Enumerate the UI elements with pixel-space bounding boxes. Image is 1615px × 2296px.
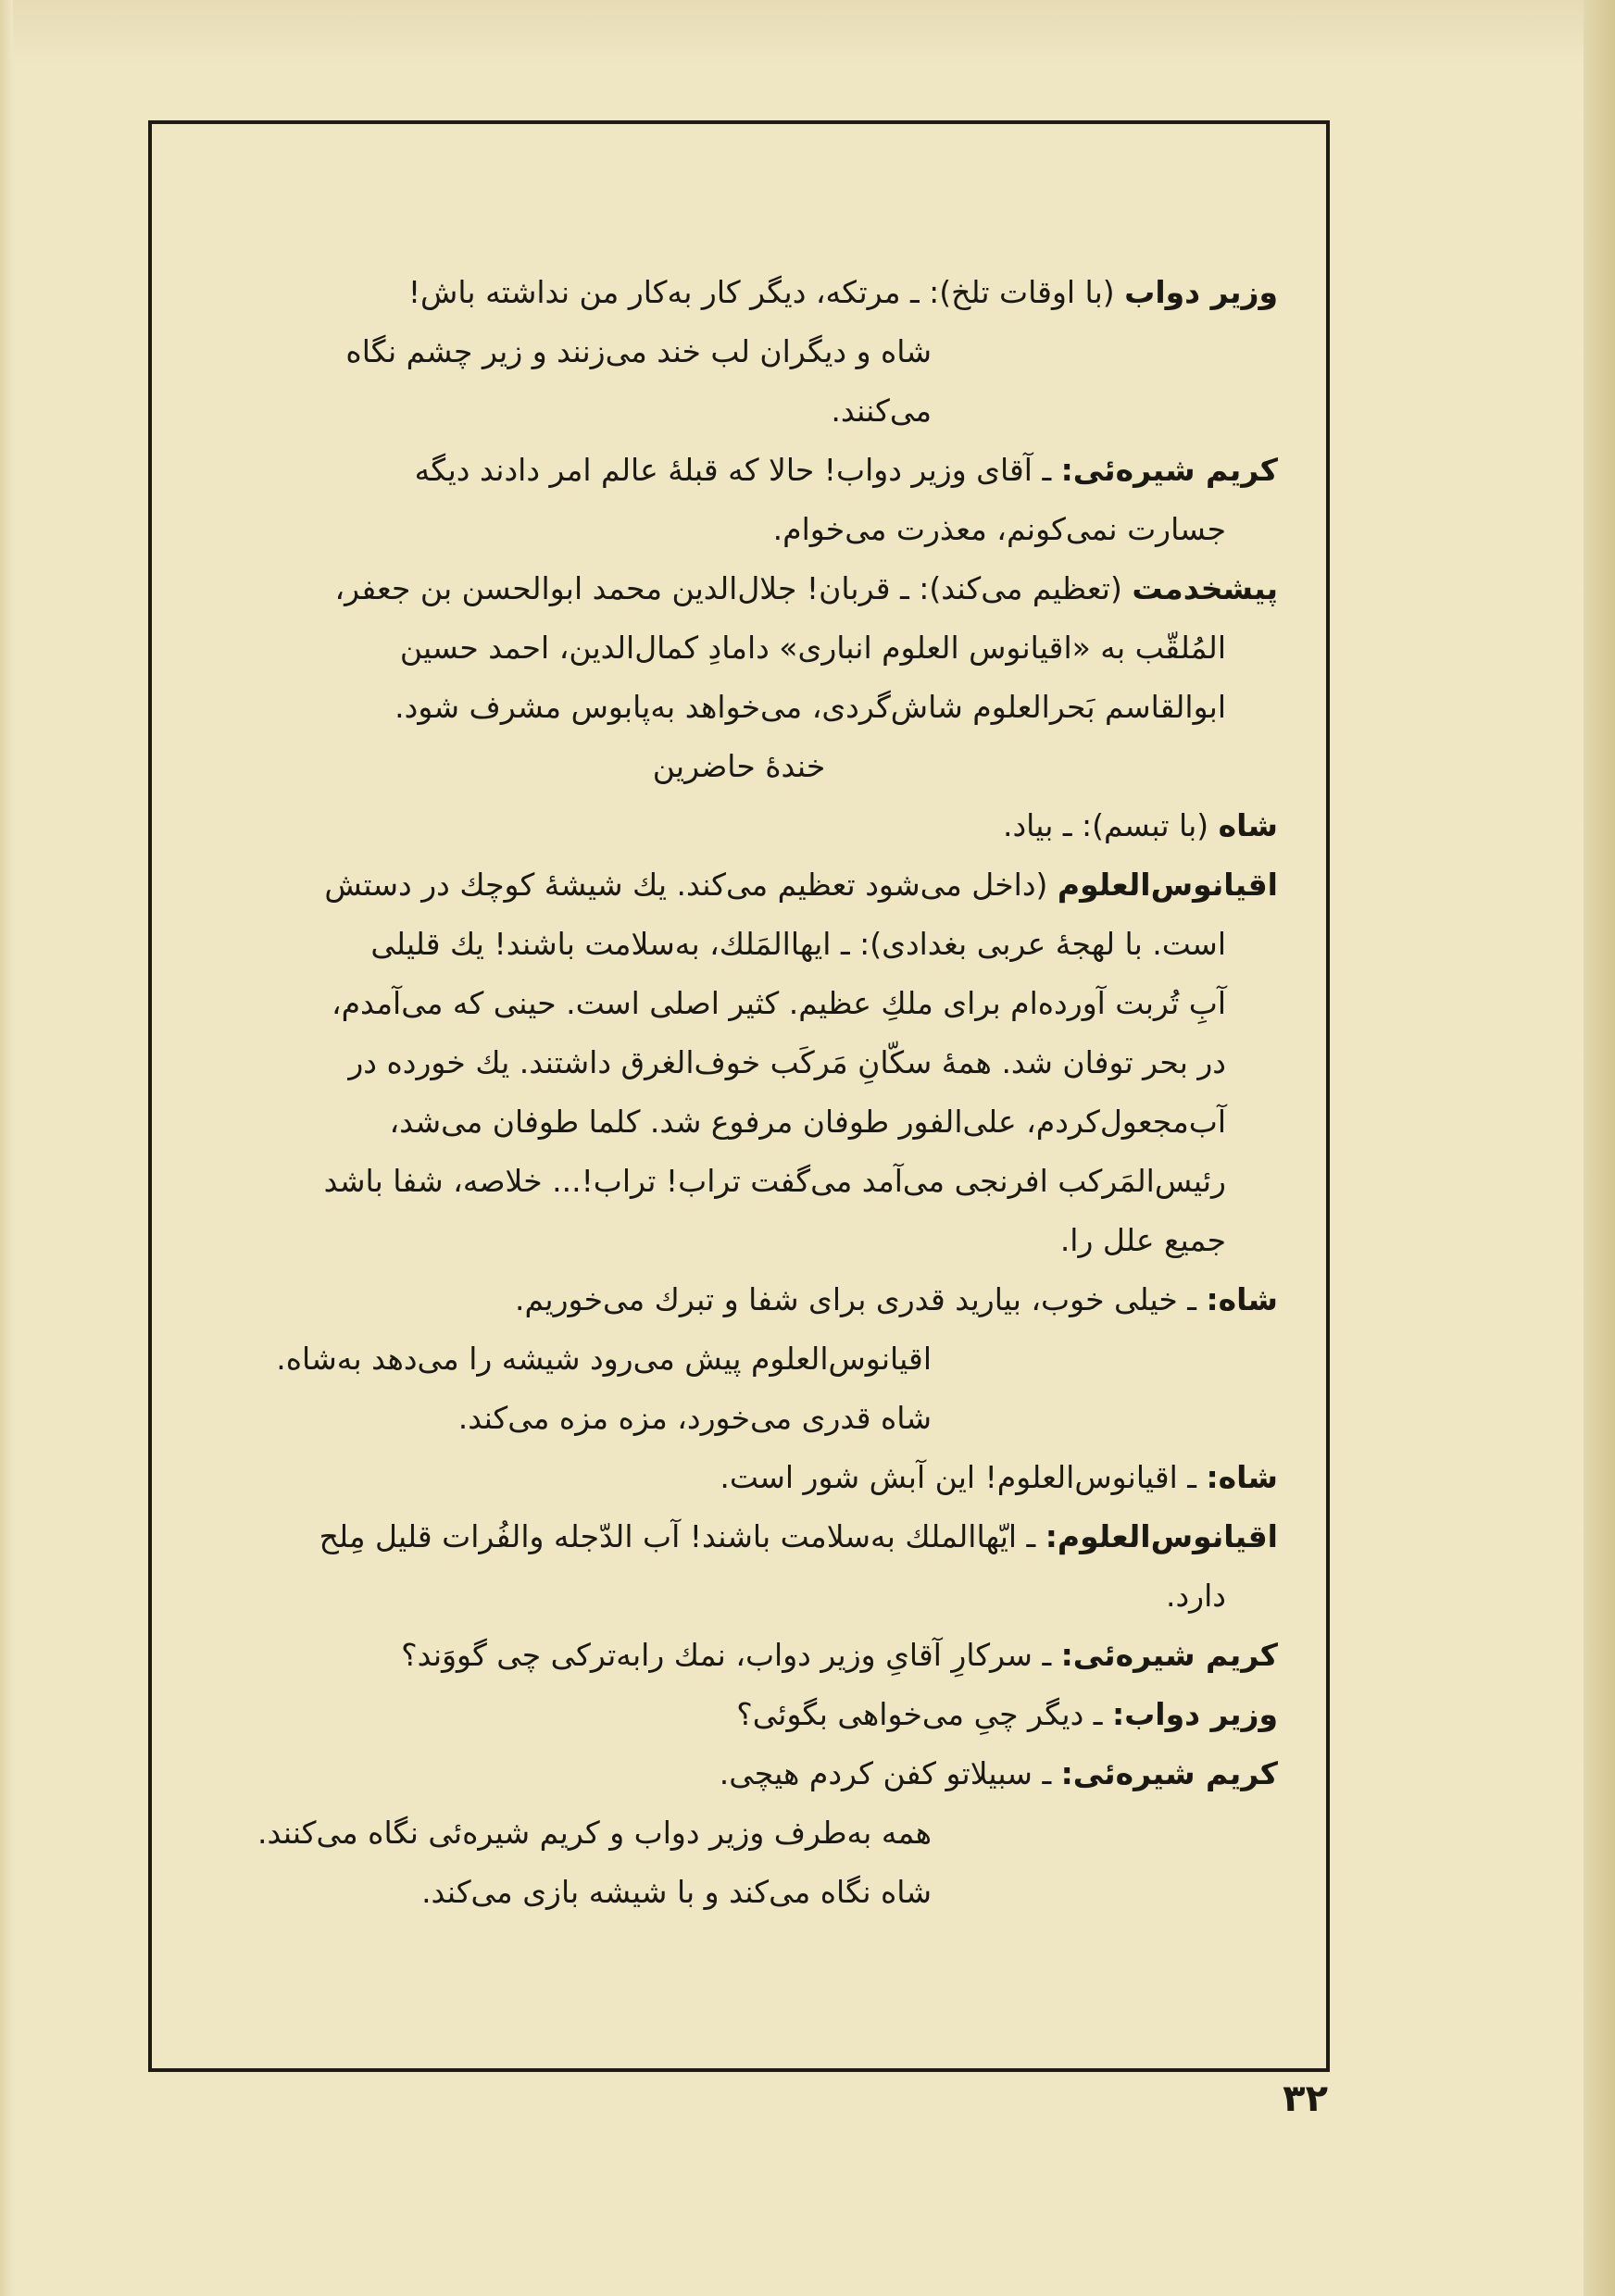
- page-left-edge: [0, 0, 13, 2296]
- stage-direction: شاه نگاه می‌کند و با شیشه بازی می‌کند.: [421, 1874, 932, 1910]
- line-4: [200, 441, 1278, 500]
- dialogue: رئیس‌المَرکب افرنجی می‌آمد می‌گفت تراب‌! تراب!... خلاصه، شفا باشد: [323, 1163, 1226, 1199]
- line-17: [200, 1211, 1278, 1270]
- dialogue: (تعظیم می‌کند): ـ قربان! جلال‌الدین محمد ابوالحسن بن جعفر،: [334, 570, 1133, 606]
- dialogue: ابوالقاسم بَحرالعلوم شاش‌گردی، می‌خواهد به‌پابوس مشرف شود.: [394, 689, 1226, 725]
- line-2: [200, 322, 1278, 381]
- speaker: وزیر دواب: [1124, 274, 1278, 310]
- line-18: [200, 1270, 1278, 1329]
- dialogue: ـ اقیانوس‌العلوم! این آبش شور است.: [720, 1459, 1207, 1495]
- stage-direction: شاه و دیگران لب خند می‌زنند و زیر چشم نگاه: [345, 333, 932, 369]
- play-text: [152, 263, 1326, 2068]
- line-12: [200, 915, 1278, 974]
- page-top-shadow: [0, 0, 1615, 65]
- line-22: [200, 1507, 1278, 1566]
- line-16: [200, 1152, 1278, 1211]
- dialogue: ـ سبیلاتو کفن کردم هیچی.: [719, 1755, 1061, 1791]
- line-28: [200, 1863, 1278, 1922]
- dialogue: ـ آقای وزیر دواب! حالا که قبلهٔ عالم امر دادند دیگه: [414, 452, 1061, 488]
- line-24: [200, 1626, 1278, 1685]
- line-20: [200, 1389, 1278, 1448]
- dialogue: جمیع علل را.: [1059, 1222, 1226, 1258]
- dialogue: آبِ تُربت آورده‌ام برای ملكِ عظیم. کثیر اصلی است. حینی که می‌آمدم،: [331, 985, 1226, 1021]
- page-right-edge: [1584, 0, 1615, 2296]
- stage-direction: شاه قدری می‌خورد، مزه مزه می‌کند.: [457, 1400, 932, 1436]
- line-5: [200, 500, 1278, 559]
- line-14: [200, 1033, 1278, 1092]
- dialogue: (با اوقات تلخ): ـ مرتکه، دیگر کار به‌کار من نداشته باش!: [407, 274, 1125, 310]
- line-11: [200, 855, 1278, 915]
- text-frame: [148, 120, 1330, 2072]
- speaker: شاه:: [1206, 1281, 1278, 1317]
- speaker: کریم شیره‌ئی:: [1060, 1637, 1278, 1673]
- line-13: [200, 974, 1278, 1033]
- speaker: وزیر دواب:: [1111, 1696, 1278, 1732]
- dialogue: ـ دیگر چیِ می‌خواهی بگوئی؟: [736, 1696, 1112, 1732]
- dialogue: دارد.: [1166, 1578, 1226, 1614]
- line-21: [200, 1448, 1278, 1507]
- line-15: [200, 1092, 1278, 1152]
- speaker: شاه: [1218, 807, 1278, 843]
- stage-direction: اقیانوس‌العلوم پیش می‌رود شیشه را می‌دهد به‌شاه.: [276, 1341, 932, 1377]
- dialogue: المُلقّب به «اقیانوس العلوم انباری» دامادِ کمال‌الدین، احمد حسین: [399, 630, 1226, 666]
- line-3: [200, 381, 1278, 441]
- dialogue: ـ سرکارِ آقایِ وزیر دواب، نمك رابه‌ترکی چی گووَند؟: [401, 1637, 1061, 1673]
- line-10: [200, 796, 1278, 855]
- line-7: [200, 618, 1278, 678]
- dialogue: است. با لهجهٔ عربی بغدادی): ـ ایهاالمَلك، به‌سلامت باشند! یك قلیلی: [370, 926, 1226, 962]
- stage-direction: خندهٔ حاضرین: [652, 748, 826, 784]
- dialogue: (با تبسم): ـ بیاد.: [1003, 807, 1219, 843]
- speaker: اقیانوس‌العلوم:: [1045, 1518, 1278, 1554]
- dialogue: جسارت نمی‌کونم، معذرت می‌خوام.: [772, 511, 1226, 547]
- dialogue: آب‌مجعول‌کردم، علی‌الفور طوفان مرفوع شد. کلما طوفان می‌شد،: [389, 1104, 1226, 1140]
- page-number: ۳۲: [1283, 2078, 1328, 2120]
- line-19: [200, 1329, 1278, 1389]
- stage-direction: همه به‌طرف وزیر دواب و کریم شیره‌ئی نگاه می‌کنند.: [257, 1815, 932, 1851]
- line-6: [200, 559, 1278, 618]
- speaker: کریم شیره‌ئی:: [1060, 1755, 1278, 1791]
- line-8: [200, 678, 1278, 737]
- dialogue: ـ ایّهاالملك به‌سلامت باشند! آب الدّجله والفُرات قلیل مِلح: [319, 1518, 1045, 1554]
- dialogue: ـ خیلی خوب، بیارید قدری برای شفا و تبرك می‌خوریم.: [514, 1281, 1207, 1317]
- line-27: [200, 1803, 1278, 1863]
- line-1: [200, 263, 1278, 322]
- line-23: [200, 1566, 1278, 1626]
- dialogue: در بحر توفان شد. همهٔ سکّانِ مَرکَب خوف‌الغرق داشتند. یك خورده در: [348, 1044, 1226, 1080]
- speaker: کریم شیره‌ئی:: [1060, 452, 1278, 488]
- stage-direction: می‌کنند.: [831, 393, 932, 429]
- line-25: [200, 1685, 1278, 1744]
- dialogue: (داخل می‌شود تعظیم می‌کند. یك شیشهٔ کوچك در دستش: [324, 867, 1058, 903]
- line-26: [200, 1744, 1278, 1803]
- speaker: اقیانوس‌العلوم: [1057, 867, 1278, 903]
- speaker: شاه:: [1206, 1459, 1278, 1495]
- speaker: پیشخدمت: [1132, 570, 1278, 606]
- line-9: [200, 737, 1278, 796]
